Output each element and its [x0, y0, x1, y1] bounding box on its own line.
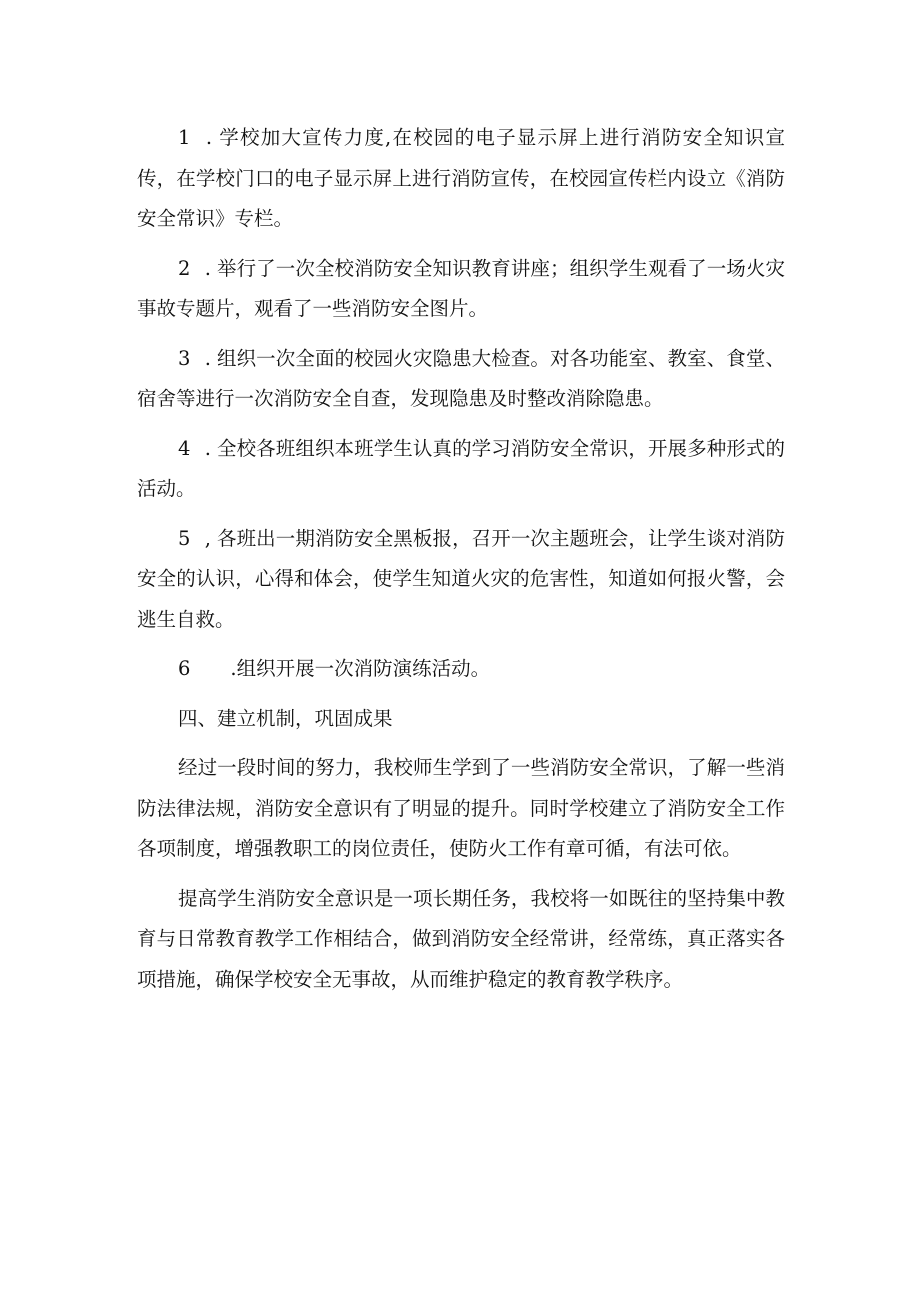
list-item-text: 学校加大宣传力度,在校园的电子显示屏上进行消防安全知识宣传，在学校门口的电子显示屏上进行消防宣传，在校园宣传栏内设立《消防安全常识》专栏。	[137, 126, 785, 230]
list-item-2	[137, 249, 785, 330]
body-paragraph-1: 经过一段时间的努力，我校师生学到了一些消防安全常识，了解一些消防法律法规，消防安全意识有了明显的提升。同时学校建立了消防安全工作各项制度，增强教职工的岗位责任，使防火工作有章可循，有法可依。	[137, 756, 785, 860]
list-item-4	[137, 429, 785, 510]
list-item-text: .组织开展一次消防演练活动。	[230, 657, 491, 680]
list-item-number: 6	[178, 657, 195, 680]
list-item-number: 4 .	[178, 436, 215, 460]
list-item-number: 3 .	[178, 346, 215, 370]
list-item-text: 组织一次全面的校园火灾隐患大检查。对各功能室、教室、食堂、宿舍等进行一次消防安全自查，发现隐患及时整改消除隐患。	[137, 346, 785, 410]
list-item-5	[137, 519, 785, 641]
list-item-number: 1 .	[178, 126, 217, 149]
list-item-number: 5 ,	[178, 526, 215, 550]
list-item-1	[137, 118, 785, 240]
body-paragraph-2: 提高学生消防安全意识是一项长期任务，我校将一如既往的坚持集中教育与日常教育教学工作相结合，做到消防安全经常讲，经常练，真正落实各项措施，确保学校安全无事故，从而维护稳定的教育教学秩序。	[137, 886, 785, 991]
document-body	[137, 118, 785, 1009]
list-item-3	[137, 339, 785, 420]
list-item-number: 2 .	[178, 256, 215, 280]
list-item-text: 全校各班组织本班学生认真的学习消防安全常识，开展多种形式的活动。	[137, 436, 785, 500]
section-heading: 四、建立机制，巩固成果	[178, 706, 393, 730]
list-item-text: 各班出一期消防安全黑板报，召开一次主题班会，让学生谈对消防安全的认识，心得和体会，使学生知道火灾的危害性，知道如何报火警，会逃生自救。	[137, 526, 785, 631]
list-item-6	[137, 649, 785, 690]
list-item-text: 举行了一次全校消防安全知识教育讲座；组织学生观看了一场火灾事故专题片，观看了一些消防安全图片。	[137, 256, 785, 320]
